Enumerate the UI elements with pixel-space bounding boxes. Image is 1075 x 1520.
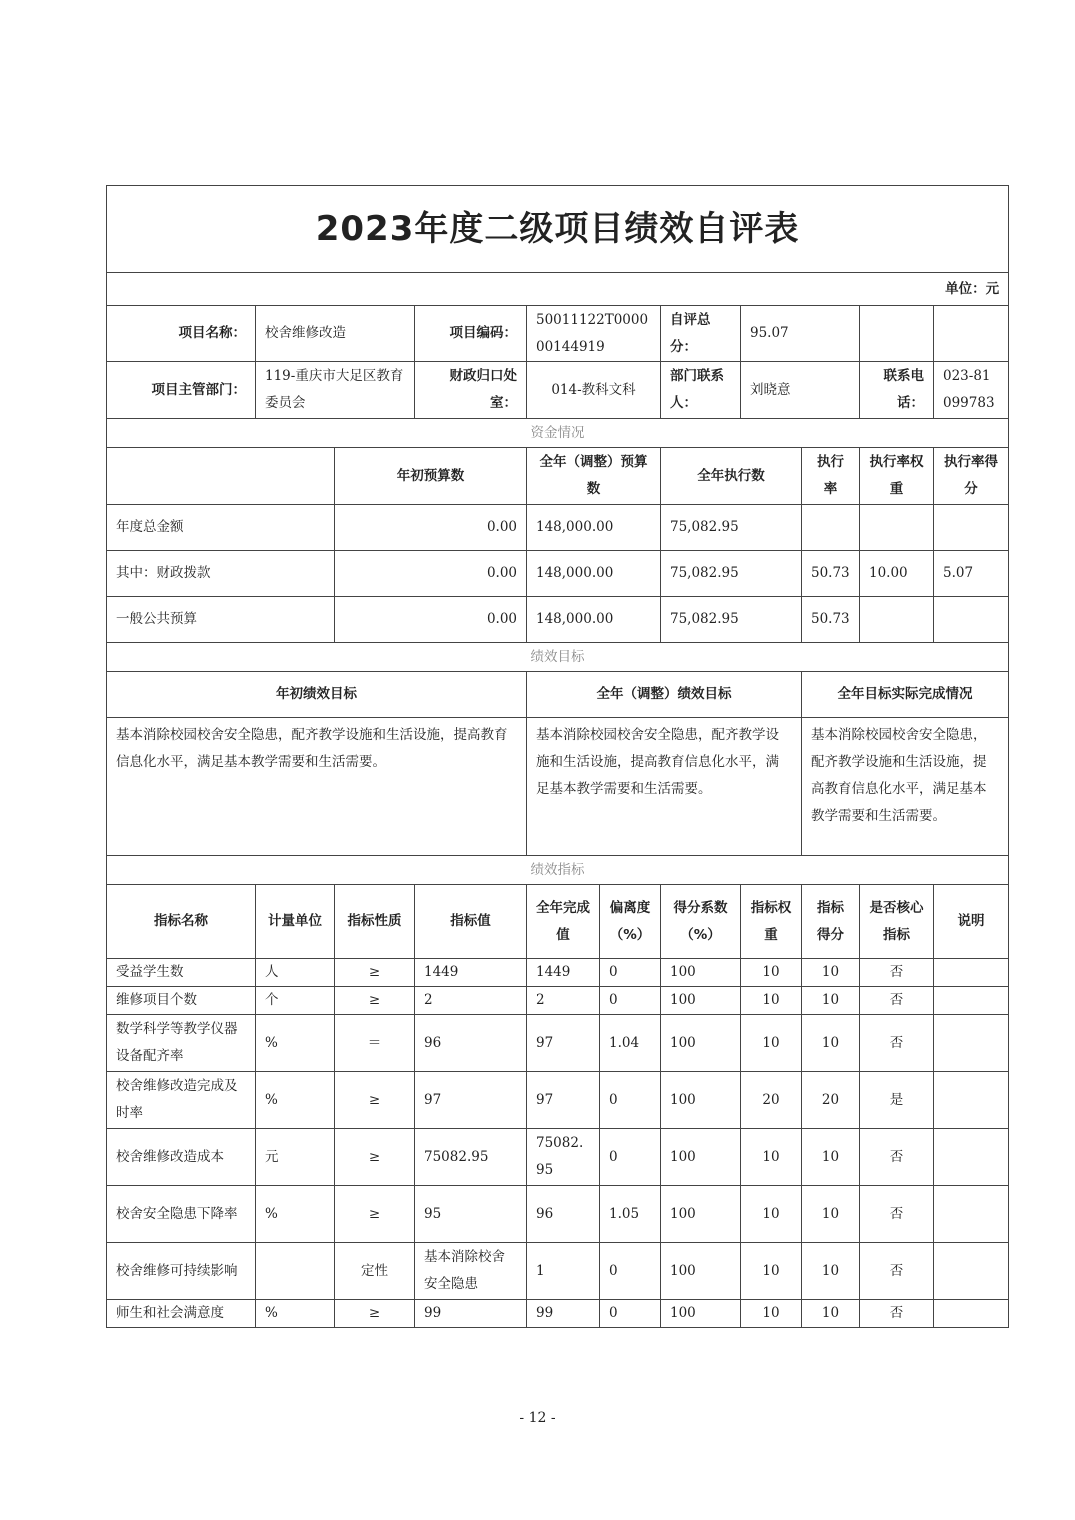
indicators-body <box>107 959 1009 1328</box>
indicator-note <box>934 1300 1009 1328</box>
indicator-row <box>107 1129 1009 1186</box>
indicator-row <box>107 1300 1009 1328</box>
empty-cell <box>860 306 934 362</box>
indicator-unit: % <box>256 1186 335 1243</box>
indicator-note <box>934 959 1009 987</box>
indicator-row <box>107 1015 1009 1072</box>
contact: 刘晓意 <box>741 362 860 419</box>
indicator-core: 是 <box>860 1072 934 1129</box>
indicator-nature: ≥ <box>335 1129 415 1186</box>
indicator-core: 否 <box>860 1243 934 1300</box>
funds-header: 执行率得分 <box>934 448 1009 505</box>
indicator-score: 10 <box>802 1015 860 1072</box>
funds-score <box>934 505 1009 551</box>
indicator-core: 否 <box>860 1015 934 1072</box>
funds-row-name: 一般公共预算 <box>107 597 335 643</box>
funds-header: 全年执行数 <box>661 448 802 505</box>
indicator-target: 1449 <box>415 959 527 987</box>
indicator-header: 指标性质 <box>335 885 415 959</box>
funds-row <box>107 597 1009 643</box>
self-score: 95.07 <box>741 306 860 362</box>
indicator-nature: ＝ <box>335 1015 415 1072</box>
indicator-unit: 个 <box>256 987 335 1015</box>
indicator-core: 否 <box>860 1129 934 1186</box>
funds-weight <box>860 597 934 643</box>
project-name: 校舍维修改造 <box>256 306 415 362</box>
funds-header-blank <box>107 448 335 505</box>
funds-weight <box>860 505 934 551</box>
indicator-header: 说明 <box>934 885 1009 959</box>
goals-header: 全年（调整）绩效目标 <box>527 672 802 718</box>
indicator-weight: 10 <box>741 1243 802 1300</box>
indicator-deviation: 0 <box>600 1129 661 1186</box>
funds-initial: 0.00 <box>335 597 527 643</box>
indicator-actual: 75082.95 <box>527 1129 600 1186</box>
evaluation-table <box>106 185 1009 1328</box>
dept: 119-重庆市大足区教育委员会 <box>256 362 415 419</box>
indicator-nature: ≥ <box>335 1300 415 1328</box>
indicator-nature: ≥ <box>335 1072 415 1129</box>
funds-header: 全年（调整）预算数 <box>527 448 661 505</box>
indicator-coefficient: 100 <box>661 987 741 1015</box>
indicator-row <box>107 1243 1009 1300</box>
indicator-deviation: 0 <box>600 959 661 987</box>
indicator-note <box>934 987 1009 1015</box>
funds-initial: 0.00 <box>335 505 527 551</box>
indicator-unit: % <box>256 1072 335 1129</box>
indicator-target: 96 <box>415 1015 527 1072</box>
contact-label: 部门联系人： <box>661 362 741 419</box>
funds-adjusted: 148,000.00 <box>527 551 661 597</box>
funds-rate: 50.73 <box>802 597 860 643</box>
indicator-deviation: 0 <box>600 987 661 1015</box>
funds-row <box>107 551 1009 597</box>
indicators-section-title: 绩效指标 <box>107 856 1009 885</box>
indicator-score: 10 <box>802 1243 860 1300</box>
indicator-weight: 20 <box>741 1072 802 1129</box>
indicator-weight: 10 <box>741 1129 802 1186</box>
indicator-row <box>107 987 1009 1015</box>
indicator-target: 99 <box>415 1300 527 1328</box>
indicator-actual: 1 <box>527 1243 600 1300</box>
indicator-note <box>934 1129 1009 1186</box>
indicator-weight: 10 <box>741 1300 802 1328</box>
funds-row-name: 其中：财政拨款 <box>107 551 335 597</box>
funds-adjusted: 148,000.00 <box>527 505 661 551</box>
funds-row-name: 年度总金额 <box>107 505 335 551</box>
indicator-actual: 1449 <box>527 959 600 987</box>
indicator-score: 10 <box>802 1186 860 1243</box>
indicator-coefficient: 100 <box>661 1186 741 1243</box>
funds-header: 年初预算数 <box>335 448 527 505</box>
funds-score <box>934 597 1009 643</box>
indicator-header: 计量单位 <box>256 885 335 959</box>
indicator-coefficient: 100 <box>661 1015 741 1072</box>
indicator-header: 全年完成值 <box>527 885 600 959</box>
indicator-coefficient: 100 <box>661 1243 741 1300</box>
funds-rate <box>802 505 860 551</box>
finance: 014-教科文科 <box>527 362 661 419</box>
indicator-name: 校舍安全隐患下降率 <box>107 1186 256 1243</box>
indicator-name: 受益学生数 <box>107 959 256 987</box>
indicator-score: 10 <box>802 1129 860 1186</box>
indicator-weight: 10 <box>741 1186 802 1243</box>
indicator-header: 指标得分 <box>802 885 860 959</box>
indicator-actual: 2 <box>527 987 600 1015</box>
funds-initial: 0.00 <box>335 551 527 597</box>
indicator-header: 偏离度（%） <box>600 885 661 959</box>
goals-header: 年初绩效目标 <box>107 672 527 718</box>
funds-section-title: 资金情况 <box>107 419 1009 448</box>
indicator-deviation: 0 <box>600 1300 661 1328</box>
indicator-nature: ≥ <box>335 959 415 987</box>
indicator-unit <box>256 1243 335 1300</box>
funds-weight: 10.00 <box>860 551 934 597</box>
indicator-score: 20 <box>802 1072 860 1129</box>
indicator-name: 维修项目个数 <box>107 987 256 1015</box>
indicator-name: 校舍维修可持续影响 <box>107 1243 256 1300</box>
indicator-score: 10 <box>802 959 860 987</box>
indicator-header: 指标值 <box>415 885 527 959</box>
indicator-unit: 元 <box>256 1129 335 1186</box>
indicator-target: 2 <box>415 987 527 1015</box>
indicator-row <box>107 1186 1009 1243</box>
unit-label: 单位：元 <box>107 273 1009 306</box>
phone-label: 联系电话： <box>860 362 934 419</box>
indicator-core: 否 <box>860 1300 934 1328</box>
indicator-header: 得分系数（%） <box>661 885 741 959</box>
indicator-unit: 人 <box>256 959 335 987</box>
funds-executed: 75,082.95 <box>661 551 802 597</box>
indicator-deviation: 1.05 <box>600 1186 661 1243</box>
indicator-weight: 10 <box>741 987 802 1015</box>
indicator-unit: % <box>256 1300 335 1328</box>
indicator-name: 校舍维修改造成本 <box>107 1129 256 1186</box>
funds-rate: 50.73 <box>802 551 860 597</box>
funds-score: 5.07 <box>934 551 1009 597</box>
indicator-nature: ≥ <box>335 987 415 1015</box>
dept-label: 项目主管部门： <box>107 362 256 419</box>
indicator-note <box>934 1186 1009 1243</box>
funds-header: 执行率 <box>802 448 860 505</box>
project-code: 50011122T000000144919 <box>527 306 661 362</box>
goal-adjusted: 基本消除校园校舍安全隐患，配齐教学设施和生活设施，提高教育信息化水平，满足基本教学需要和生活需要。 <box>527 718 802 856</box>
indicator-unit: % <box>256 1015 335 1072</box>
indicator-core: 否 <box>860 959 934 987</box>
indicator-nature: ≥ <box>335 1186 415 1243</box>
indicator-row <box>107 1072 1009 1129</box>
self-score-label: 自评总分： <box>661 306 741 362</box>
funds-adjusted: 148,000.00 <box>527 597 661 643</box>
indicator-core: 否 <box>860 1186 934 1243</box>
indicator-actual: 99 <box>527 1300 600 1328</box>
indicator-deviation: 0 <box>600 1072 661 1129</box>
indicator-deviation: 1.04 <box>600 1015 661 1072</box>
indicator-row <box>107 959 1009 987</box>
indicator-target: 95 <box>415 1186 527 1243</box>
indicator-score: 10 <box>802 987 860 1015</box>
indicator-target: 基本消除校舍安全隐患 <box>415 1243 527 1300</box>
page-title: 2023年度二级项目绩效自评表 <box>107 186 1009 273</box>
funds-row <box>107 505 1009 551</box>
goals-section-title: 绩效目标 <box>107 643 1009 672</box>
indicator-weight: 10 <box>741 1015 802 1072</box>
indicators-header-row <box>107 885 1009 959</box>
indicator-core: 否 <box>860 987 934 1015</box>
indicator-header: 是否核心指标 <box>860 885 934 959</box>
indicator-actual: 97 <box>527 1015 600 1072</box>
indicator-actual: 96 <box>527 1186 600 1243</box>
indicator-target: 75082.95 <box>415 1129 527 1186</box>
indicator-coefficient: 100 <box>661 959 741 987</box>
indicator-name: 数学科学等教学仪器设备配齐率 <box>107 1015 256 1072</box>
finance-label: 财政归口处室： <box>415 362 527 419</box>
phone: 023-81099783 <box>934 362 1009 419</box>
indicator-note <box>934 1072 1009 1129</box>
indicator-coefficient: 100 <box>661 1300 741 1328</box>
indicator-deviation: 0 <box>600 1243 661 1300</box>
indicator-name: 校舍维修改造完成及时率 <box>107 1072 256 1129</box>
empty-cell <box>934 306 1009 362</box>
goal-initial: 基本消除校园校舍安全隐患，配齐教学设施和生活设施，提高教育信息化水平，满足基本教学需要和生活需要。 <box>107 718 527 856</box>
funds-executed: 75,082.95 <box>661 597 802 643</box>
indicator-actual: 97 <box>527 1072 600 1129</box>
page-number: - 12 - <box>519 1410 556 1426</box>
indicator-weight: 10 <box>741 959 802 987</box>
project-name-label: 项目名称： <box>107 306 256 362</box>
goal-actual: 基本消除校园校舍安全隐患，配齐教学设施和生活设施，提高教育信息化水平，满足基本教学需要和生活需要。 <box>802 718 1009 856</box>
funds-header: 执行率权重 <box>860 448 934 505</box>
indicator-coefficient: 100 <box>661 1072 741 1129</box>
goals-header: 全年目标实际完成情况 <box>802 672 1009 718</box>
indicator-note <box>934 1243 1009 1300</box>
indicator-nature: 定性 <box>335 1243 415 1300</box>
evaluation-form <box>106 185 1008 1328</box>
indicator-header: 指标名称 <box>107 885 256 959</box>
indicator-target: 97 <box>415 1072 527 1129</box>
project-code-label: 项目编码： <box>415 306 527 362</box>
indicator-name: 师生和社会满意度 <box>107 1300 256 1328</box>
indicator-coefficient: 100 <box>661 1129 741 1186</box>
indicator-score: 10 <box>802 1300 860 1328</box>
indicator-note <box>934 1015 1009 1072</box>
indicator-header: 指标权重 <box>741 885 802 959</box>
funds-executed: 75,082.95 <box>661 505 802 551</box>
